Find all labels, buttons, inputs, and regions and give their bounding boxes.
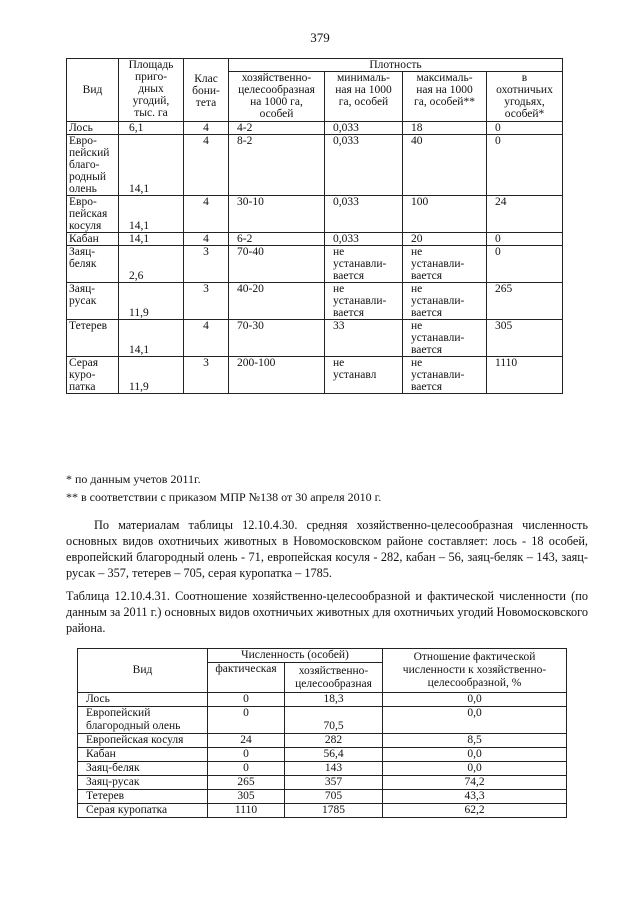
header-density-min: минималь- ная на 1000 га, особей (325, 72, 403, 122)
table-caption: Таблица 12.10.4.31. Соотношение хозяйственно-целесообразной и фактической численности (по данным за 2011 г.) основных видов охотничьих животных для охотничьих угодий Новомосковского района. (66, 589, 588, 635)
header-density-actual: в охотничьих угодьях, особей* (487, 72, 563, 122)
cell-actual: 1110 (208, 804, 285, 818)
cell-max: 18 (403, 122, 487, 135)
table-row (78, 693, 567, 707)
cell-target: 8-2 (229, 135, 325, 196)
header-ratio: Отношение фактической численности к хозяйственно- целесообразной, % (383, 649, 567, 693)
cell-target: 40-20 (229, 283, 325, 320)
cell-actual: 0 (487, 122, 563, 135)
header-area: Площадь приго- дных угодий, тыс. га (119, 59, 184, 122)
cell-class: 4 (184, 320, 229, 357)
cell-species: Заяц- русак (67, 283, 119, 320)
table-row (78, 776, 567, 790)
cell-max: 20 (403, 233, 487, 246)
ratio-table (77, 648, 567, 818)
cell-class: 3 (184, 357, 229, 394)
table-row (67, 357, 563, 394)
cell-actual: 1110 (487, 357, 563, 394)
cell-ratio: 8,5 (383, 734, 567, 748)
cell-species: Евро- пейский благо- родный олень (67, 135, 119, 196)
cell-species: Европейский благородный олень (78, 707, 208, 734)
cell-species: Тетерев (78, 790, 208, 804)
table-row (67, 122, 563, 135)
cell-max: не устанавли- вается (403, 357, 487, 394)
cell-target: 6-2 (229, 233, 325, 246)
cell-area: 6,1 (119, 122, 184, 135)
cell-min: 0,033 (325, 196, 403, 233)
cell-species: Серая куро- патка (67, 357, 119, 394)
cell-species: Кабан (78, 748, 208, 762)
header-target: хозяйственно- целесообразная (285, 663, 383, 693)
cell-target: 705 (285, 790, 383, 804)
cell-min: 33 (325, 320, 403, 357)
cell-area: 11,9 (119, 357, 184, 394)
cell-species: Кабан (67, 233, 119, 246)
cell-target: 56,4 (285, 748, 383, 762)
cell-species: Серая куропатка (78, 804, 208, 818)
cell-actual: 265 (208, 776, 285, 790)
cell-min: 0,033 (325, 122, 403, 135)
cell-target: 18,3 (285, 693, 383, 707)
cell-species: Евро- пейская косуля (67, 196, 119, 233)
cell-ratio: 0,0 (383, 762, 567, 776)
cell-actual: 24 (208, 734, 285, 748)
footnote: ** в соответствии с приказом МПР №138 от 30 апреля 2010 г. (66, 490, 382, 504)
cell-actual: 0 (208, 762, 285, 776)
table-row (78, 804, 567, 818)
footnotes (66, 470, 381, 506)
header-species: Вид (67, 59, 119, 122)
cell-max: не устанавли- вается (403, 283, 487, 320)
cell-target: 4-2 (229, 122, 325, 135)
cell-actual: 0 (487, 135, 563, 196)
header-count: Численность (особей) (208, 649, 383, 663)
table-row (67, 196, 563, 233)
density-table (66, 58, 563, 394)
table-row (78, 734, 567, 748)
cell-min: не устанавл (325, 357, 403, 394)
table-row (78, 707, 567, 734)
cell-actual: 305 (487, 320, 563, 357)
cell-species: Тетерев (67, 320, 119, 357)
cell-max: не устанавли- вается (403, 320, 487, 357)
footnote: * по данным учетов 2011г. (66, 472, 201, 486)
cell-actual: 0 (208, 707, 285, 734)
cell-actual: 305 (208, 790, 285, 804)
cell-min: не устанавли- вается (325, 283, 403, 320)
cell-actual: 265 (487, 283, 563, 320)
cell-actual: 0 (208, 748, 285, 762)
cell-target: 70-30 (229, 320, 325, 357)
cell-class: 4 (184, 233, 229, 246)
cell-target: 30-10 (229, 196, 325, 233)
cell-max: 40 (403, 135, 487, 196)
cell-class: 3 (184, 246, 229, 283)
cell-species: Лось (78, 693, 208, 707)
cell-ratio: 43,3 (383, 790, 567, 804)
cell-target: 70,5 (285, 707, 383, 734)
table-row (67, 283, 563, 320)
cell-ratio: 62,2 (383, 804, 567, 818)
cell-target: 143 (285, 762, 383, 776)
cell-target: 357 (285, 776, 383, 790)
cell-target: 200-100 (229, 357, 325, 394)
cell-class: 4 (184, 122, 229, 135)
header-species: Вид (78, 649, 208, 693)
header-density-max: максималь- ная на 1000 га, особей** (403, 72, 487, 122)
cell-max: не устанавли- вается (403, 246, 487, 283)
cell-area: 11,9 (119, 283, 184, 320)
paragraph: По материалам таблицы 12.10.4.30. средняя хозяйственно-целесообразная численность основных видов охотничьих животных в Новомосковском районе составляет: лось - 18 особей, европейский благородный олень - 71, европейская косуля - 282, кабан – 56, заяц-беляк – 143, заяц-русак – 357, тетерев – 705, серая куропатка – 1785. (66, 518, 588, 580)
cell-class: 4 (184, 135, 229, 196)
cell-species: Заяц- беляк (67, 246, 119, 283)
cell-area: 2,6 (119, 246, 184, 283)
cell-species: Заяц-беляк (78, 762, 208, 776)
header-class: Клас бони- тета (184, 59, 229, 122)
cell-species: Лось (67, 122, 119, 135)
cell-min: 0,033 (325, 233, 403, 246)
cell-actual: 0 (487, 233, 563, 246)
cell-species: Заяц-русак (78, 776, 208, 790)
table-row (78, 762, 567, 776)
cell-actual: 0 (487, 246, 563, 283)
table-row (67, 320, 563, 357)
cell-ratio: 0,0 (383, 693, 567, 707)
header-density: Плотность (229, 59, 563, 72)
table-row (67, 233, 563, 246)
cell-class: 4 (184, 196, 229, 233)
cell-actual: 24 (487, 196, 563, 233)
cell-area: 14,1 (119, 135, 184, 196)
cell-ratio: 0,0 (383, 748, 567, 762)
cell-ratio: 74,2 (383, 776, 567, 790)
cell-class: 3 (184, 283, 229, 320)
cell-species: Европейская косуля (78, 734, 208, 748)
cell-min: не устанавли- вается (325, 246, 403, 283)
table-row (78, 748, 567, 762)
table-row (67, 246, 563, 283)
cell-max: 100 (403, 196, 487, 233)
cell-ratio: 0,0 (383, 707, 567, 734)
cell-target: 1785 (285, 804, 383, 818)
cell-area: 14,1 (119, 320, 184, 357)
cell-area: 14,1 (119, 233, 184, 246)
page-number: 379 (310, 30, 330, 45)
table-row (78, 790, 567, 804)
cell-actual: 0 (208, 693, 285, 707)
cell-target: 282 (285, 734, 383, 748)
cell-area: 14,1 (119, 196, 184, 233)
cell-min: 0,033 (325, 135, 403, 196)
table-row (67, 135, 563, 196)
header-actual: фактическая (208, 663, 285, 693)
header-density-target: хозяйственно- целесообразная на 1000 га, особей (229, 72, 325, 122)
cell-target: 70-40 (229, 246, 325, 283)
